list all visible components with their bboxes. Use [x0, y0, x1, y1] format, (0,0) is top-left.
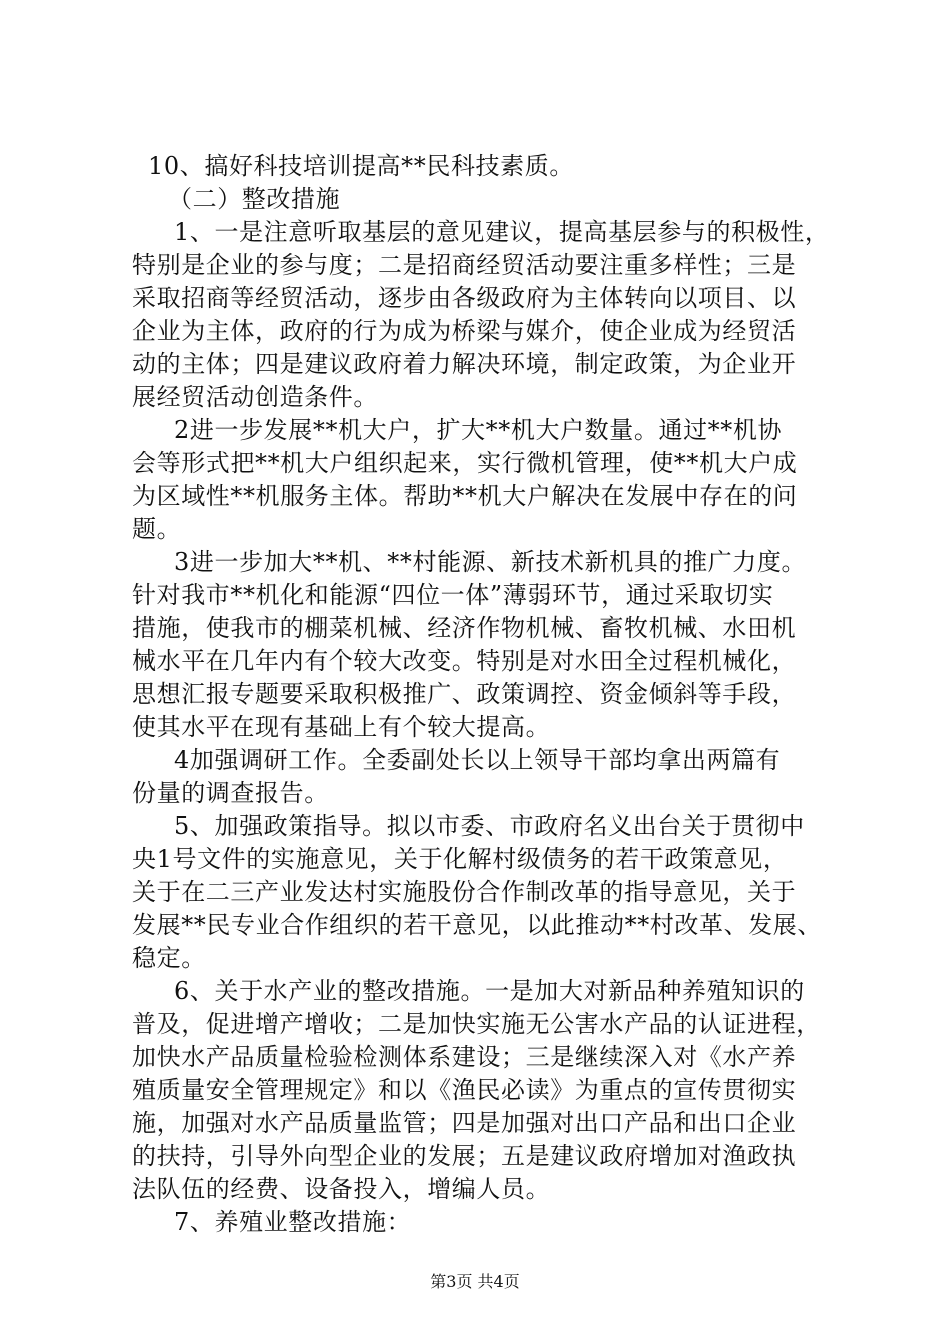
text-line: 普及，促进增产增收；二是加快实施无公害水产品的认证进程， [132, 1010, 821, 1038]
text-line: 展经贸活动创造条件。 [132, 383, 378, 411]
text-line: 关于在二三产业发达村实施股份合作制改革的指导意见，关于 [132, 878, 797, 906]
section-heading: （二）整改措施 [168, 185, 341, 213]
text-line: 2进一步发展**机大户，扩大**机大户数量。通过**机协 [174, 416, 783, 444]
text-line: 7、养殖业整改措施： [174, 1208, 412, 1236]
text-line: 使其水平在现有基础上有个较大提高。 [132, 713, 551, 741]
text-line: 央1号文件的实施意见，关于化解村级债务的若干政策意见， [132, 845, 788, 873]
text-line: 为区域性**机服务主体。帮助**机大户解决在发展中存在的问 [132, 482, 798, 510]
text-line: 措施，使我市的棚菜机械、经济作物机械、畜牧机械、水田机 [132, 614, 797, 642]
text-line: 动的主体；四是建议政府着力解决环境，制定政策，为企业开 [132, 350, 797, 378]
text-line: 加快水产品质量检验检测体系建设；三是继续深入对《水产养 [132, 1043, 797, 1071]
text-line: 发展**民专业合作组织的若干意见，以此推动**村改革、发展、 [132, 911, 822, 939]
text-line: 题。 [132, 515, 182, 543]
text-line: 思想汇报专题要采取积极推广、政策调控、资金倾斜等手段， [132, 680, 797, 708]
text-line: 殖质量安全管理规定》和以《渔民必读》为重点的宣传贯彻实 [132, 1076, 797, 1104]
text-line: 3进一步加大**机、**村能源、新技术新机具的推广力度。 [174, 548, 807, 576]
text-line: 份量的调查报告。 [132, 779, 329, 807]
text-line: 稳定。 [132, 944, 206, 972]
text-line: 械水平在几年内有个较大改变。特别是对水田全过程机械化， [132, 647, 797, 675]
text-line: 企业为主体，政府的行为成为桥梁与媒介，使企业成为经贸活 [132, 317, 797, 345]
text-line: 施，加强对水产品质量监管；四是加强对出口产品和出口企业 [132, 1109, 797, 1137]
text-line: 1、一是注意听取基层的意见建议，提高基层参与的积极性， [174, 218, 830, 246]
text-line: 法队伍的经费、设备投入，增编人员。 [132, 1175, 551, 1203]
text-line: 5、加强政策指导。拟以市委、市政府名义出台关于贯彻中 [174, 812, 805, 840]
text-line: 特别是企业的参与度；二是招商经贸活动要注重多样性；三是 [132, 251, 797, 279]
text-line: 会等形式把**机大户组织起来，实行微机管理，使**机大户成 [132, 449, 798, 477]
text-line: 采取招商等经贸活动，逐步由各级政府为主体转向以项目、以 [132, 284, 797, 312]
text-line: 的扶持，引导外向型企业的发展；五是建议政府增加对渔政执 [132, 1142, 797, 1170]
text-line: 针对我市**机化和能源“四位一体”薄弱环节，通过采取切实 [132, 581, 774, 609]
text-line: 6、关于水产业的整改措施。一是加大对新品种养殖知识的 [174, 977, 805, 1005]
text-line: 4加强调研工作。全委副处长以上领导干部均拿出两篇有 [174, 746, 781, 774]
page-number-footer: 第3页 共4页 [430, 1272, 520, 1291]
text-line: 10、搞好科技培训提高**民科技素质。 [148, 152, 574, 180]
